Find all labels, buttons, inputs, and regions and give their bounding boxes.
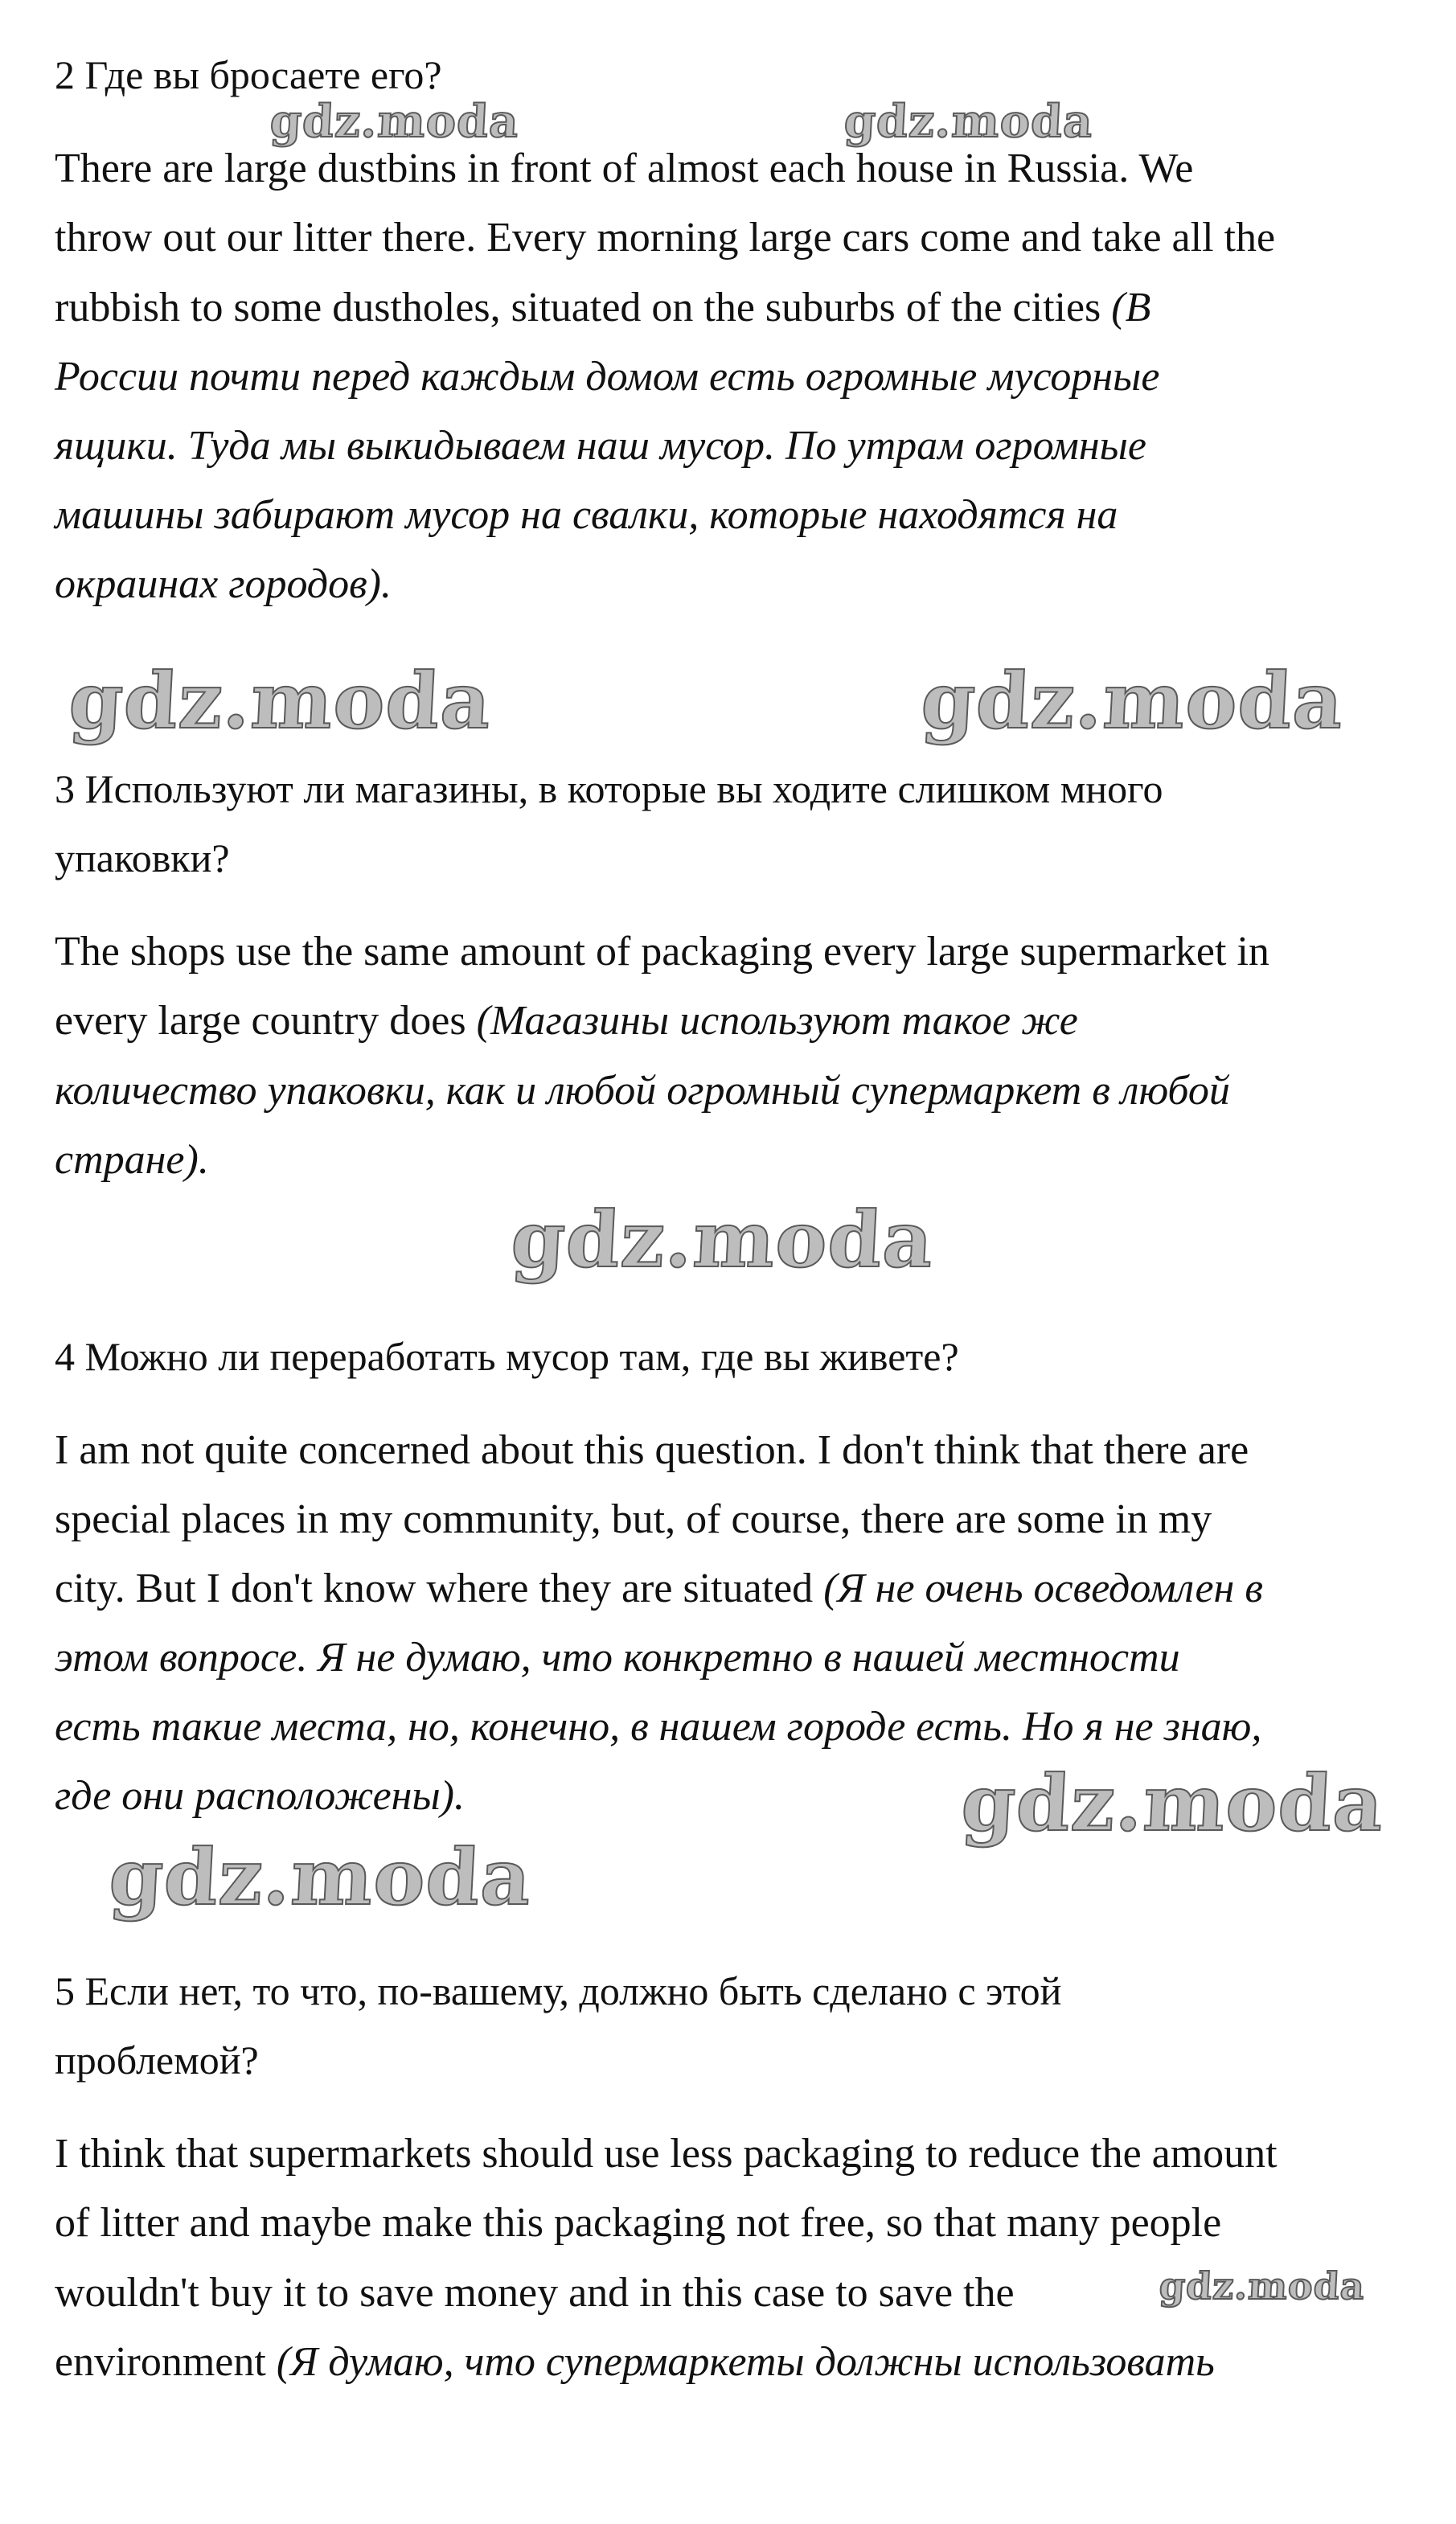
- answer-3-line-4: стране).: [55, 1137, 209, 1183]
- watermark-logo: gdz.moda: [67, 655, 494, 746]
- answer-4-line-2: special places in my community, but, of course, there are some in my: [55, 1496, 1212, 1542]
- watermark-logo: gdz.moda: [843, 95, 1095, 148]
- answer-3-line-3: количество упаковки, как и любой огромный супермаркет в любой: [55, 1068, 1230, 1114]
- answer-4-line-6: где они расположены).: [55, 1773, 465, 1819]
- answer-3-line-2: every large country does (Магазины используют такое же: [55, 998, 1078, 1044]
- question-4: 4 Можно ли переработать мусор там, где вы живете?: [55, 1334, 959, 1379]
- answer-4-line-4: этом вопросе. Я не думаю, что конкретно в нашей местности: [55, 1635, 1180, 1681]
- answer-2-line-3: rubbish to some dustholes, situated on the suburbs of the cities (В: [55, 285, 1151, 330]
- answer-4-line-3: city. But I don't know where they are situated (Я не очень осведомлен в: [55, 1566, 1263, 1611]
- question-5-line-1: 5 Если нет, то что, по-вашему, должно быть сделано с этой: [55, 1968, 1062, 2013]
- watermark-logo: gdz.moda: [509, 1194, 937, 1285]
- answer-4-line-5: есть такие места, но, конечно, в нашем городе есть. Но я не знаю,: [55, 1704, 1262, 1750]
- answer-2-line-4: России почти перед каждым домом есть огромные мусорные: [55, 354, 1160, 400]
- question-2: 2 Где вы бросаете его?: [55, 52, 442, 97]
- answer-5-line-4: environment (Я думаю, что супермаркеты должны использовать: [55, 2339, 1215, 2385]
- answer-2-line-5: ящики. Туда мы выкидываем наш мусор. По утрам огромные: [55, 423, 1146, 469]
- watermark-logo: gdz.moda: [107, 1832, 535, 1923]
- answer-2-line-6: машины забирают мусор на свалки, которые находятся на: [55, 492, 1118, 538]
- answer-2-line-1: There are large dustbins in front of almost each house in Russia. We: [55, 146, 1194, 191]
- watermark-logo: gdz.moda: [919, 655, 1347, 746]
- answer-3-line-1: The shops use the same amount of packaging every large supermarket in: [55, 929, 1269, 975]
- answer-5-line-2: of litter and maybe make this packaging not free, so that many people: [55, 2200, 1222, 2246]
- answer-2-line-2: throw out our litter there. Every morning large cars come and take all the: [55, 215, 1276, 261]
- answer-2-line-7: окраинах городов).: [55, 561, 392, 607]
- watermark-logo: gdz.moda: [959, 1758, 1387, 1849]
- watermark-logo: gdz.moda: [269, 95, 521, 148]
- question-3-line-2: упаковки?: [55, 835, 230, 880]
- answer-4-line-1: I am not quite concerned about this question. I don't think that there are: [55, 1427, 1249, 1473]
- question-3-line-1: 3 Используют ли магазины, в которые вы ходите слишком много: [55, 766, 1163, 811]
- answer-5-line-3: wouldn't buy it to save money and in this case to save the: [55, 2270, 1015, 2316]
- watermark-logo: gdz.moda: [1158, 2264, 1367, 2308]
- question-5-line-2: проблемой?: [55, 2038, 259, 2083]
- answer-5-line-1: I think that supermarkets should use less packaging to reduce the amount: [55, 2131, 1278, 2177]
